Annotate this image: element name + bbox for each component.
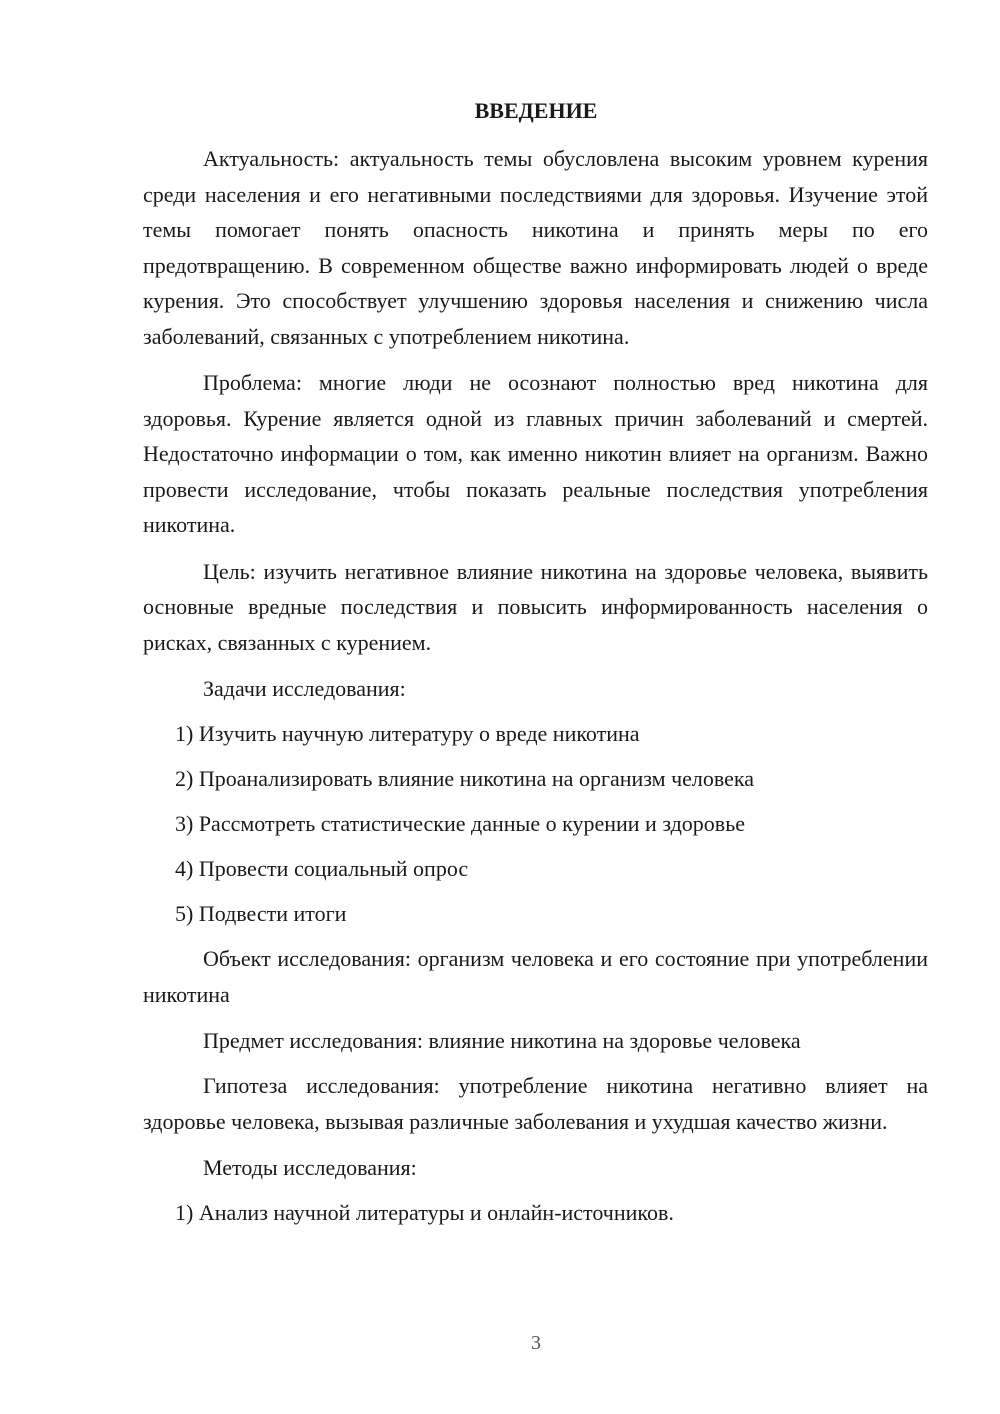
task-item: 3) Рассмотреть статистические данные о курении и здоровье <box>175 811 745 836</box>
paragraph-goal: Цель: изучить негативное влияние никотина на здоровье человека, выявить основные вредные последствия и повысить информированность населения о рисках, связанных с курением. <box>143 558 928 655</box>
paragraph-relevance: Актуальность: актуальность темы обусловлена высоким уровнем курения среди населения и его негативными последствиями для здоровья. Изучение этой темы помогает понять опасность никотина и принять меры по его предотвращению. В современном обществе важно информировать людей о вреде курения. Это способствует улучшению здоровья населения и снижению числа заболеваний, связанных с употреблением никотина. <box>143 146 928 349</box>
task-item: 2) Проанализировать влияние никотина на организм человека <box>175 766 755 791</box>
section-title: ВВЕДЕНИЕ <box>474 98 598 123</box>
task-item: 1) Изучить научную литературу о вреде никотина <box>175 721 640 746</box>
paragraph-object: Объект исследования: организм человека и его состояние при употреблении никотина <box>143 946 928 1007</box>
methods-heading: Методы исследования: <box>203 1155 417 1180</box>
task-item: 4) Провести социальный опрос <box>175 856 469 881</box>
page-number: 3 <box>531 1332 541 1354</box>
paragraph-hypothesis: Гипотеза исследования: употребление никотина негативно влияет на здоровье человека, вызывая различные заболевания и ухудшая качество жизни. <box>143 1073 928 1134</box>
method-item: 1) Анализ научной литературы и онлайн-источников. <box>175 1200 674 1225</box>
body-text <box>143 141 928 1240</box>
paragraph-subject: Предмет исследования: влияние никотина на здоровье человека <box>203 1028 801 1053</box>
tasks-heading: Задачи исследования: <box>203 676 406 701</box>
paragraph-problem: Проблема: многие люди не осознают полностью вред никотина для здоровья. Курение является одной из главных причин заболеваний и смертей. Недостаточно информации о том, как именно никотин влияет на организм. Важно провести исследование, чтобы показать реальные последствия употребления никотина. <box>143 370 928 537</box>
task-item: 5) Подвести итоги <box>175 901 347 926</box>
